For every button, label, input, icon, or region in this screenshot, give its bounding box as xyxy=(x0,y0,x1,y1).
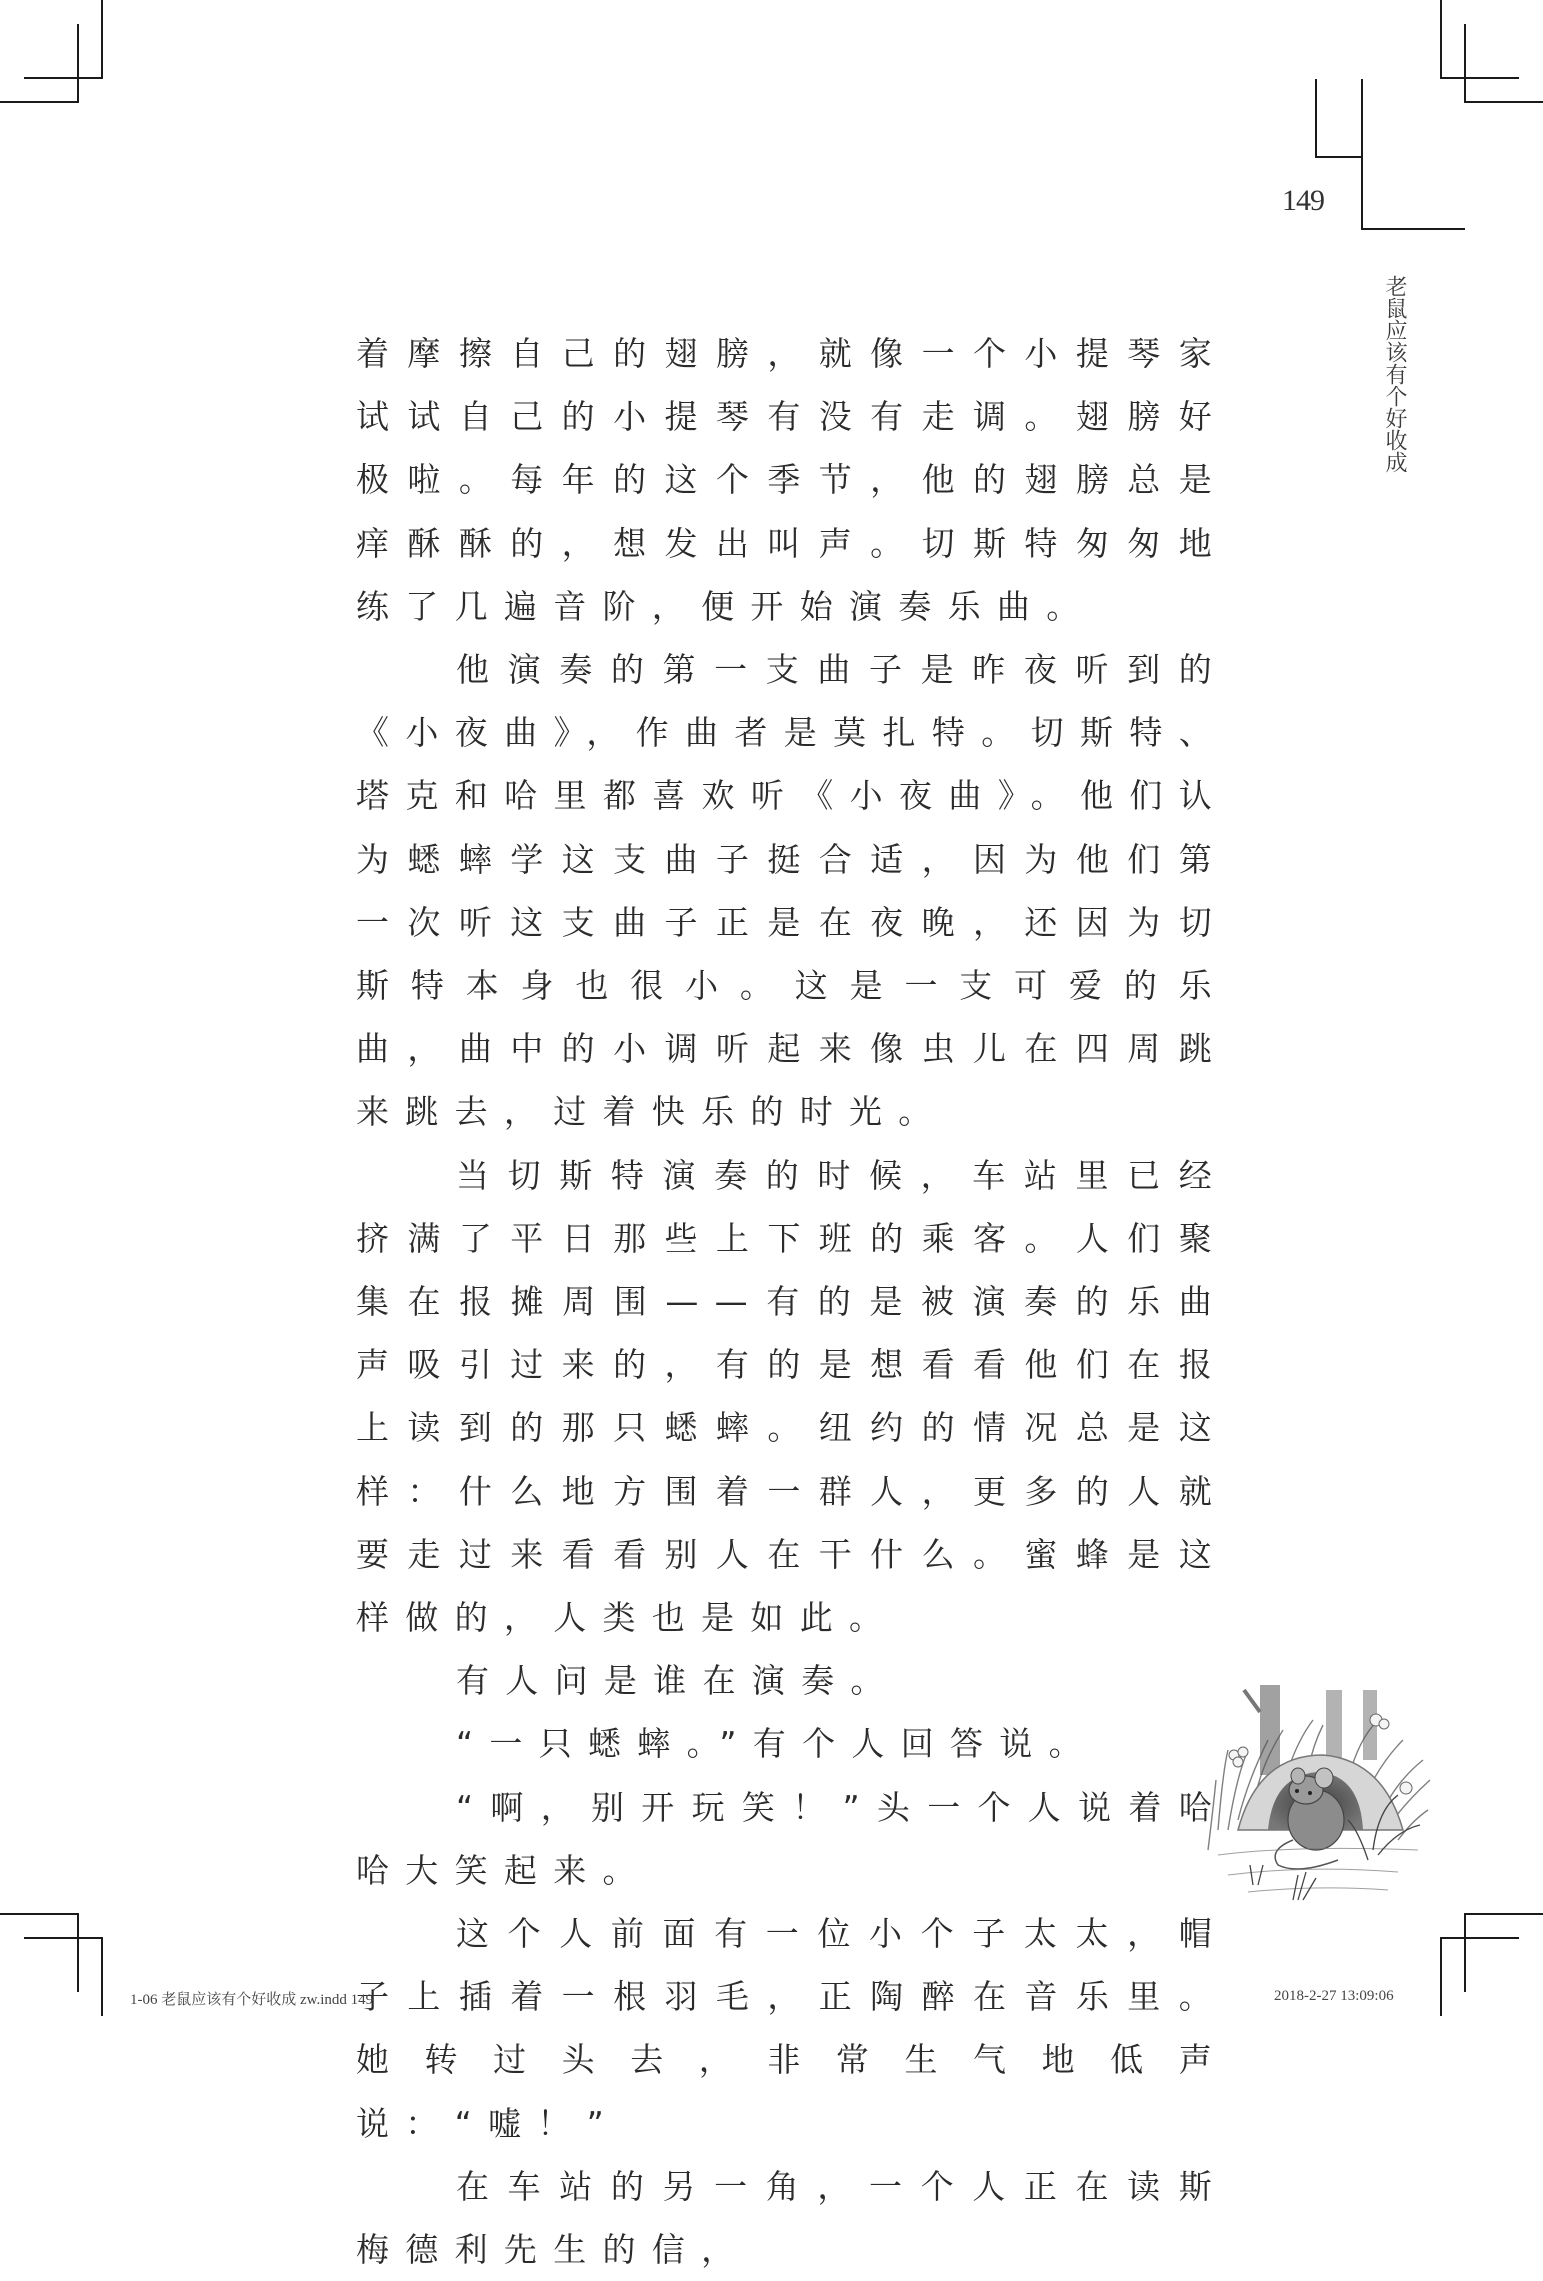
crop-mark-bottom-left-v2 xyxy=(101,1937,103,2016)
header-ornament-line xyxy=(1361,79,1363,230)
paragraph: 当切斯特演奏的时候，车站里已经挤满了平日那些上下班的乘客。人们聚集在报摊周围——有的是被演奏的乐曲声吸引过来的，有的是想看看他们在报上读到的那只蟋蟀。纽约的情况总是这样：什么地方围着一群人，更多的人就要走过来看看别人在干什么。蜜蜂是这样做的，人类也是如此。 xyxy=(356,1155,1228,1638)
body-text xyxy=(356,322,1228,2281)
crop-mark-top-left-h1 xyxy=(24,77,103,79)
header-ornament-line xyxy=(1315,156,1363,158)
crop-mark-top-right-v2 xyxy=(1464,24,1466,103)
page-number: 149 xyxy=(1282,184,1324,217)
crop-mark-top-left-v2 xyxy=(77,24,79,103)
crop-mark-bottom-right-v1 xyxy=(1464,1913,1466,1992)
crop-mark-top-left-h2 xyxy=(0,101,79,103)
paragraph: 在车站的另一角，一个人正在读斯梅德利先生的信， xyxy=(356,2166,1228,2270)
paragraph: 着摩擦自己的翅膀，就像一个小提琴家试试自己的小提琴有没有走调。翅膀好极啦。每年的这个季节，他的翅膀总是痒酥酥的，想发出叫声。切斯特匆匆地练了几遍音阶，便开始演奏乐曲。 xyxy=(356,334,1228,626)
running-title: 老鼠应该有个好收成 xyxy=(1382,275,1407,473)
crop-mark-bottom-right-v2 xyxy=(1440,1937,1442,2016)
paragraph: 他演奏的第一支曲子是昨夜听到的《小夜曲》，作曲者是莫扎特。切斯特、塔克和哈里都喜欢听《小夜曲》。他们认为蟋蟀学这支曲子挺合适，因为他们第一次听这支曲子正是在夜晚，还因为切斯特本身也很小。这是一支可爱的乐曲，曲中的小调听起来像虫儿在四周跳来跳去，过着快乐的时光。 xyxy=(356,650,1228,1132)
paragraph: 有人问是谁在演奏。 xyxy=(456,1661,900,1701)
crop-mark-bottom-left-h1 xyxy=(0,1913,79,1915)
paragraph: “一只蟋蟀。”有个人回答说。 xyxy=(456,1724,1098,1764)
crop-mark-bottom-left-v1 xyxy=(77,1913,79,1992)
footer-timestamp: 2018-2-27 13:09:06 xyxy=(1274,1988,1394,2004)
paragraph: “啊，别开玩笑！”头一个人说着哈哈大笑起来。 xyxy=(356,1787,1228,1890)
crop-mark-top-left-v1 xyxy=(101,0,103,79)
mouse-sketch-icon xyxy=(1198,1660,1434,1906)
crop-mark-bottom-right-h1 xyxy=(1464,1913,1543,1915)
crop-mark-top-right-h1 xyxy=(1440,77,1519,79)
header-ornament-line xyxy=(1315,79,1317,158)
mouse-illustration xyxy=(1198,1660,1434,1906)
footer-file-label: 1-06 老鼠应该有个好收成 zw.indd 149 xyxy=(130,1992,374,2008)
header-ornament-line xyxy=(1361,228,1465,230)
paragraph: 这个人前面有一位小个子太太，帽子上插着一根羽毛，正陶醉在音乐里。她转过头去，非常生气地低声说：“嘘！” xyxy=(356,1914,1228,2143)
crop-mark-bottom-left-h2 xyxy=(24,1937,103,1939)
crop-mark-bottom-right-h2 xyxy=(1440,1937,1519,1939)
crop-mark-top-right-v1 xyxy=(1440,0,1442,79)
crop-mark-top-right-h2 xyxy=(1464,101,1543,103)
